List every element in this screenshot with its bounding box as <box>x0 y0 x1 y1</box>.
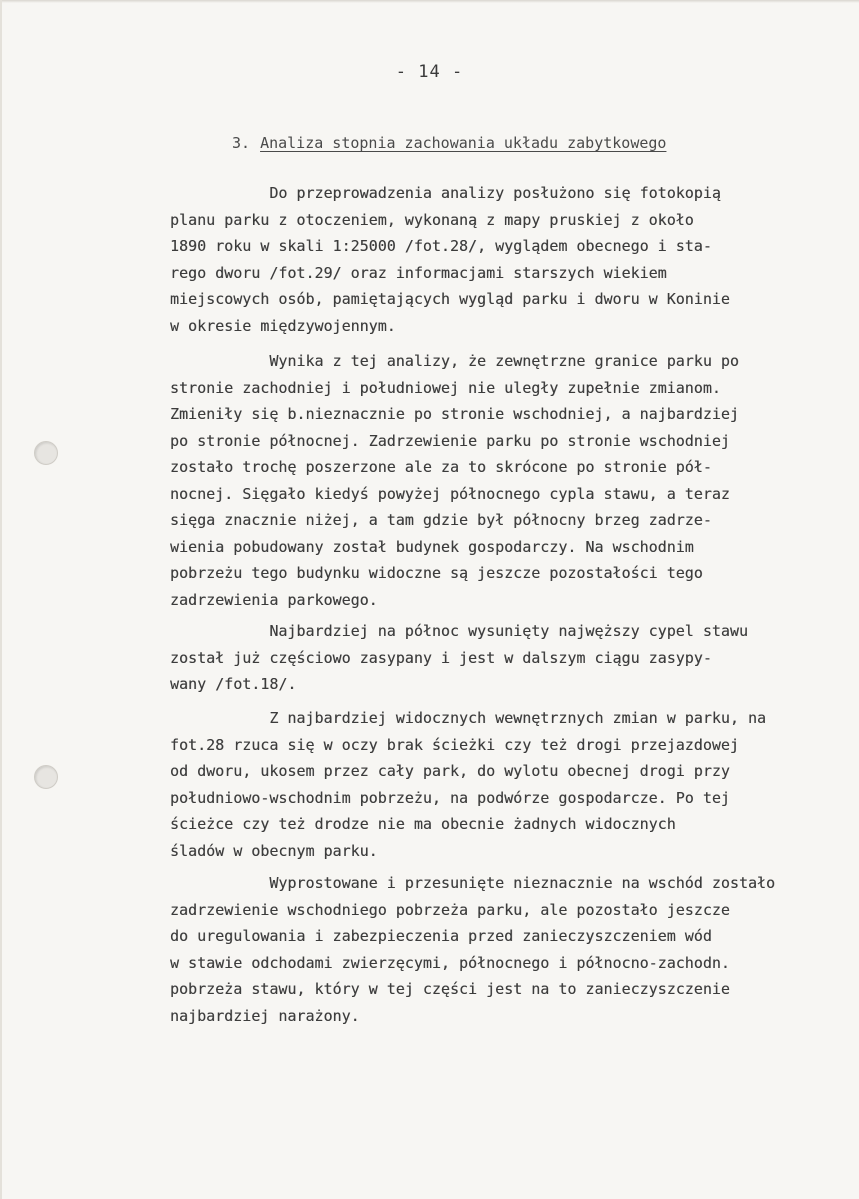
paragraph-boundaries: Wynika z tej analizy, że zewnętrzne granice parku po stronie zachodniej i południowej nie uległy zupełnie zmianom. Zmieniły się b.nieznacznie po stronie wschodniej, a najbardziej po stronie północnej. Zadrzewienie parku po stronie wschodniej zostało trochę poszerzone ale za to skrócone po stronie pół- nocnej. Sięgało kiedyś powyżej północnego cypla stawu, a teraz sięga znacznie niżej, a tam gdzie był północny brzeg zadrze- wienia pobudowany został budynek gospodarczy. Na wschodnim pobrzeżu tego budynku widoczne są jeszcze pozostałości tego zadrzewienia parkowego. <box>170 352 739 609</box>
paragraph-pond-cape: Najbardziej na północ wysunięty najwęższy cypel stawu został już częściowo zasypany i jest w dalszym ciągu zasypy- wany /fot.18/. <box>170 622 748 693</box>
section-title: Analiza stopnia zachowania układu zabytkowego <box>260 134 667 152</box>
page-top-edge <box>0 0 859 3</box>
paragraph-eastern-shore: Wyprostowane i przesunięte nieznacznie na wschód zostało zadrzewienie wschodniego pobrzeża parku, ale pozostało jeszcze do uregulowania i zabezpieczenia przed zanieczyszczeniem wód w stawie odchodami zwierzęcymi, północnego i północno-zachodn. pobrzeża stawu, który w tej części jest na to zanieczyszczenie najbardziej narażony. <box>170 874 776 1025</box>
punch-hole-top <box>34 441 58 465</box>
section-heading <box>232 134 666 152</box>
page-number: - 14 - <box>395 62 464 82</box>
paragraph-sources: Do przeprowadzenia analizy posłużono się fotokopią planu parku z otoczeniem, wykonaną z mapy pruskiej z około 1890 roku w skali 1:25000 /fot.28/, wyglądem obecnego i sta- rego dworu /fot.29/ oraz informacjami starszych wiekiem miejscowych osób, pamiętających wygląd parku i dworu w Koninie w okresie międzywojennym. <box>170 184 730 335</box>
punch-hole-bottom <box>34 765 58 789</box>
paragraph-internal-changes: Z najbardziej widocznych wewnętrznych zmian w parku, na fot.28 rzuca się w oczy brak ścieżki czy też drogi przejazdowej od dworu, ukosem przez cały park, do wylotu obecnej drogi przy południowo-wschodnim pobrzeżu, na podwórze gospodarcze. Po tej ścieżce czy też drodze nie ma obecnie żadnych widocznych śladów w obecnym parku. <box>170 709 767 860</box>
page-left-edge <box>0 0 2 1199</box>
section-number: 3. <box>232 134 251 152</box>
